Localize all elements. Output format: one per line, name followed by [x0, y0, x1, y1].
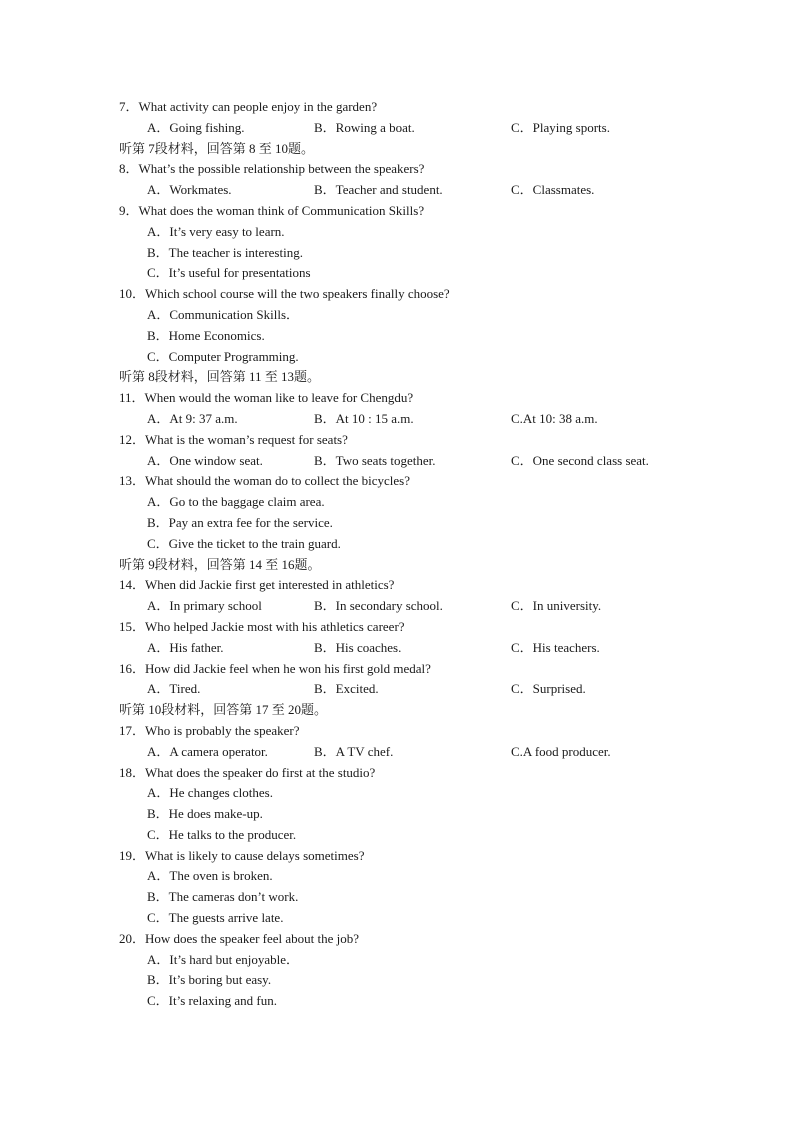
- option: C．Give the ticket to the train guard.: [147, 535, 341, 551]
- options-row: [119, 451, 719, 472]
- section-instruction: 听第 8段材料，回答第 11 至 13题。: [119, 369, 321, 385]
- section-instruction: 听第 10段材料，回答第 17 至 20题。: [119, 702, 328, 718]
- option-b: B．Excited.: [314, 681, 379, 697]
- question: 17．Who is probably the speaker?: [119, 722, 300, 738]
- options-row: [119, 409, 719, 430]
- options-row: [119, 742, 719, 763]
- option: A．He changes clothes.: [147, 785, 273, 801]
- option: C．It’s useful for presentations: [147, 265, 311, 281]
- option: A．It’s hard but enjoyable．: [147, 951, 299, 967]
- option-b: B．His coaches.: [314, 639, 402, 655]
- option-c: C．Classmates.: [511, 182, 595, 198]
- option: B．The teacher is interesting.: [147, 244, 303, 260]
- option: A．It’s very easy to learn.: [147, 223, 285, 239]
- option-c: C.A food producer.: [511, 743, 611, 759]
- option-c: C.At 10: 38 a.m.: [511, 410, 598, 426]
- option-a: A．Going fishing.: [147, 119, 245, 135]
- option: C．Computer Programming.: [147, 348, 299, 364]
- option: C．It’s relaxing and fun.: [147, 993, 277, 1009]
- option-b: B．Two seats together.: [314, 452, 436, 468]
- option: A．Communication Skills．: [147, 306, 300, 322]
- question: 15．Who helped Jackie most with his athletics career?: [119, 618, 405, 634]
- option-a: A．In primary school: [147, 598, 262, 614]
- question: 10．Which school course will the two speakers finally choose?: [119, 286, 450, 302]
- option-a: A．Tired.: [147, 681, 201, 697]
- option: B．Pay an extra fee for the service.: [147, 514, 333, 530]
- options-row: [119, 679, 719, 700]
- option: A．The oven is broken.: [147, 868, 273, 884]
- options-row: [119, 638, 719, 659]
- option: B．Home Economics.: [147, 327, 265, 343]
- question: 9．What does the woman think of Communication Skills?: [119, 202, 425, 218]
- question: 11．When would the woman like to leave for Chengdu?: [119, 390, 414, 406]
- option-a: A．At 9: 37 a.m.: [147, 410, 238, 426]
- options-row: [119, 180, 719, 201]
- option: B．He does make-up.: [147, 806, 263, 822]
- option-c: C．His teachers.: [511, 639, 600, 655]
- option-c: C．One second class seat.: [511, 452, 649, 468]
- options-row: [119, 118, 719, 139]
- question: 12．What is the woman’s request for seats?: [119, 431, 348, 447]
- option-a: A．A camera operator.: [147, 743, 268, 759]
- option-c: C．Surprised.: [511, 681, 586, 697]
- option: A．Go to the baggage claim area.: [147, 494, 325, 510]
- question: 16．How did Jackie feel when he won his first gold medal?: [119, 660, 431, 676]
- option-a: A．Workmates.: [147, 182, 232, 198]
- option-c: C．Playing sports.: [511, 119, 610, 135]
- question: 18．What does the speaker do first at the studio?: [119, 764, 376, 780]
- section-instruction: 听第 7段材料，回答第 8 至 10题。: [119, 140, 315, 156]
- option-b: B．At 10 : 15 a.m.: [314, 410, 414, 426]
- question: 13．What should the woman do to collect the bicycles?: [119, 473, 410, 489]
- option-b: B．A TV chef.: [314, 743, 394, 759]
- options-row: [119, 596, 719, 617]
- option-b: B．In secondary school.: [314, 598, 443, 614]
- question: 8．What’s the possible relationship between the speakers?: [119, 161, 425, 177]
- question-list: [119, 97, 719, 1012]
- question: 14．When did Jackie first get interested in athletics?: [119, 577, 395, 593]
- option-a: A．One window seat.: [147, 452, 263, 468]
- option: C．The guests arrive late.: [147, 910, 284, 926]
- option-c: C．In university.: [511, 598, 602, 614]
- option-b: B．Teacher and student.: [314, 182, 443, 198]
- option: B．It’s boring but easy.: [147, 972, 272, 988]
- question: 19．What is likely to cause delays sometimes?: [119, 847, 365, 863]
- option-a: A．His father.: [147, 639, 224, 655]
- option: C．He talks to the producer.: [147, 826, 297, 842]
- option-b: B．Rowing a boat.: [314, 119, 415, 135]
- question: 7．What activity can people enjoy in the garden?: [119, 99, 378, 114]
- question: 20．How does the speaker feel about the job?: [119, 930, 360, 946]
- option: B．The cameras don’t work.: [147, 889, 299, 905]
- section-instruction: 听第 9段材料，回答第 14 至 16题。: [119, 556, 321, 572]
